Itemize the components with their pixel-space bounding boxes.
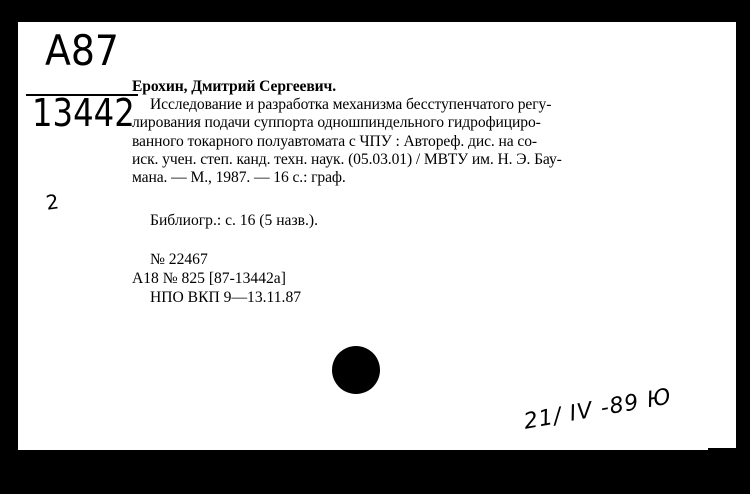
card-edge [18,447,708,450]
bibliographic-entry [132,78,722,187]
punch-hole [332,346,380,394]
entry-line: лирования подачи суппорта одношпиндельного гидрофицирo- [132,114,541,132]
entry-line: иск. учен. степ. канд. техн. наук. (05.03.01) / МВТУ им. Н. Э. Бау- [132,150,562,168]
entry-line: мана. — М., 1987. — 16 с.: граф. [132,169,346,187]
catalog-card [18,22,736,448]
author-name: Ерохин, Дмитрий Сергеевич. [132,78,337,95]
entry-heading-line [132,78,722,96]
shelfmark-bottom: 13442 [32,91,135,135]
margin-mark: 2 [44,189,61,215]
entry-line: ванного токарного полуавтомата с ЧПУ : Автореф. дис. на со- [132,132,538,150]
registration-numbers [132,250,301,307]
handwritten-date: 21/ IV -89 Ю [521,384,674,435]
inventory-number: № 22467 [150,251,208,268]
entry-line: Исследование и разработка механизма бесступенчатого регу- [150,96,552,114]
shelfmark [26,26,136,140]
processing-stamp: НПО ВКП 9—13.11.87 [150,289,302,306]
registration-code: А18 № 825 [87-13442а] [132,270,286,287]
shelfmark-top: А87 [45,26,119,75]
bibliography-note: Библиогр.: с. 16 (5 назв.). [150,212,318,229]
